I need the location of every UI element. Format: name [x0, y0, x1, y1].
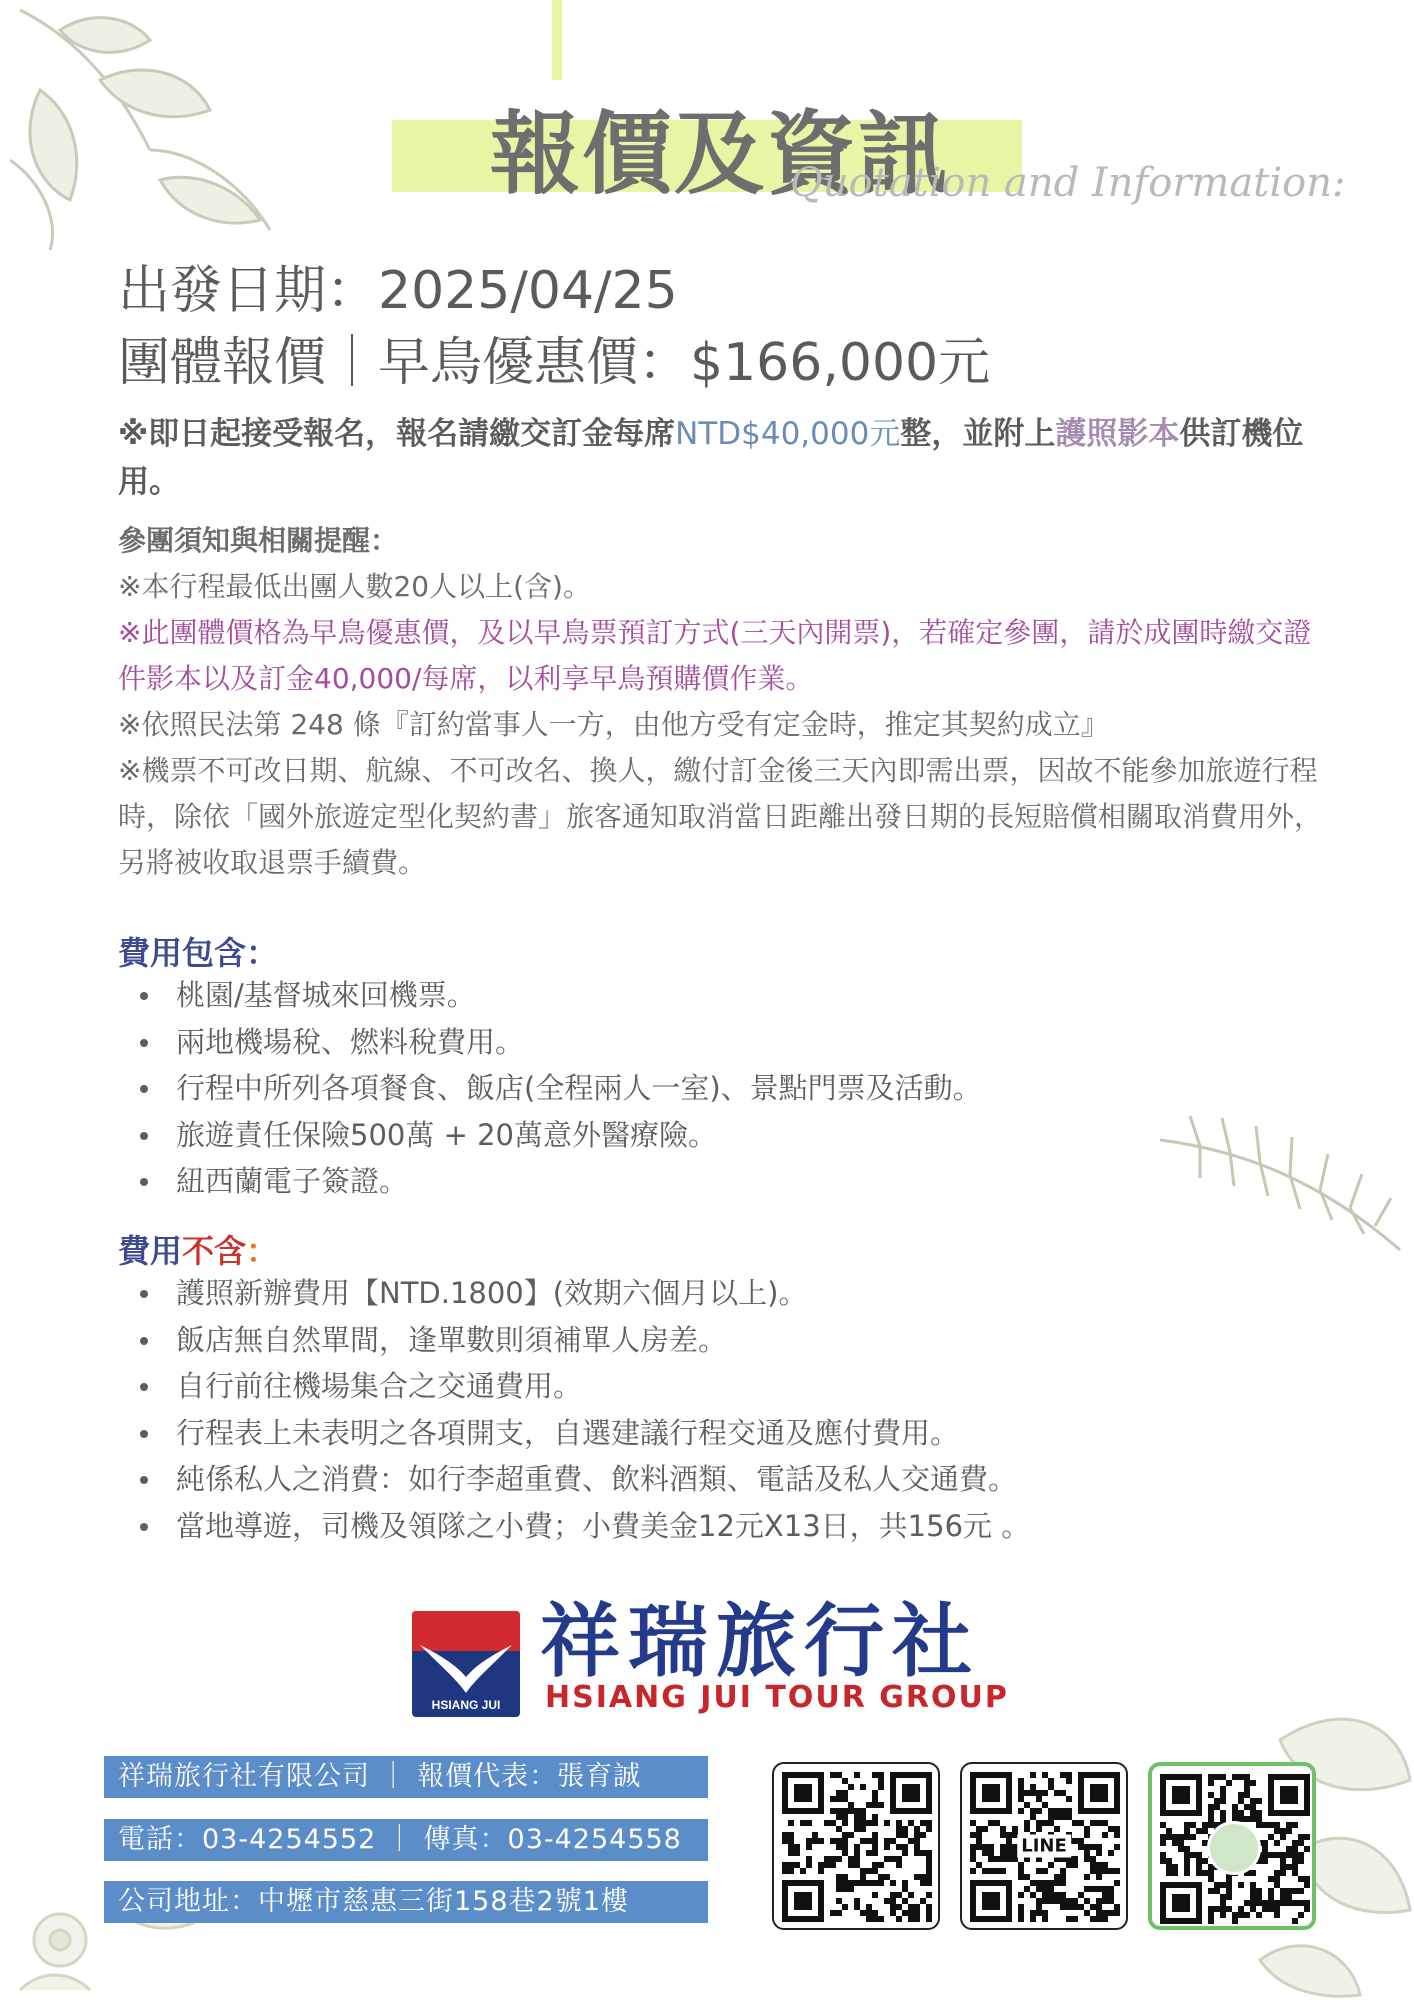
list-item: 桃園/基督城來回機票。: [140, 972, 1290, 1019]
list-item: 行程中所列各項餐食、飯店(全程兩人一室)、景點門票及活動。: [140, 1065, 1290, 1112]
included-list: [140, 972, 1290, 1205]
notice-part1: ※即日起接受報名，報名請繳交訂金每席: [118, 416, 676, 452]
registration-notice: [118, 410, 1328, 506]
company-logo-icon: [412, 1611, 520, 1717]
rule-item-highlight: ※此團體價格為早鳥優惠價，及以早鳥票預訂方式(三天內開票)，若確定參團，請於成團時繳交證件影本以及訂金40,000/每席，以利享早鳥預購價作業。: [118, 616, 1312, 695]
company-name-cn: 祥瑞旅行社: [540, 1595, 980, 1688]
list-item: 飯店無自然單間，逢單數則須補單人房差。: [140, 1317, 1290, 1364]
contact-company-rep: 祥瑞旅行社有限公司 ｜ 報價代表：張育誠: [104, 1756, 708, 1798]
list-item: 行程表上未表明之各項開支，自選建議行程交通及應付費用。: [140, 1410, 1290, 1457]
rule-item: ※機票不可改日期、航線、不可改名、換人，繳付訂金後三天內即需出票，因故不能參加旅遊行程時，除依「國外旅遊定型化契約書」旅客通知取消當日距離出發日期的長短賠償相關取消費用外，另將被收取退票手續費。: [118, 754, 1323, 879]
list-item: 純係私人之消費：如行李超重費、飲料酒類、電話及私人交通費。: [140, 1456, 1290, 1503]
leaf-decoration-top-left: [0, 0, 300, 260]
notice-deposit: NTD$40,000元: [675, 416, 901, 452]
qr-code-line[interactable]: [960, 1762, 1128, 1930]
avatar: [1207, 1821, 1261, 1875]
excluded-heading-colon: ：: [246, 1232, 279, 1270]
excluded-heading-text: 費用: [118, 1232, 183, 1270]
notice-part2: 整，並附上: [900, 416, 1056, 452]
contact-address: 公司地址：中壢市慈惠三街158巷2號1樓: [104, 1881, 708, 1923]
list-item: 護照新辦費用【NTD.1800】(效期六個月以上)。: [140, 1270, 1290, 1317]
rule-item: ※依照民法第 248 條『訂約當事人一方，由他方受有定金時，推定其契約成立』: [118, 708, 1109, 741]
rules-heading: 參團須知與相關提醒：: [118, 524, 399, 557]
rule-item: ※本行程最低出團人數20人以上(含)。: [118, 570, 591, 603]
qr-code-line-account[interactable]: [1148, 1762, 1316, 1930]
qr-pattern: [782, 1772, 932, 1922]
departure-date: 出發日期：2025/04/25: [118, 261, 678, 321]
qr-code-website[interactable]: [772, 1762, 940, 1930]
notice-passport: 護照影本: [1055, 416, 1180, 452]
contact-phone-fax: 電話：03-4254552 ｜ 傳真：03-4254558: [104, 1819, 708, 1861]
logo-emblem-text: HSIANG JUI: [431, 1698, 501, 1712]
notice-part3: 供訂機位用。: [118, 416, 1304, 500]
list-item: 旅遊責任保險500萬 + 20萬意外醫療險。: [140, 1112, 1290, 1159]
company-name-en: HSIANG JUI TOUR GROUP: [545, 1680, 1009, 1715]
list-item: 當地導遊，司機及領隊之小費；小費美金12元X13日，共156元 。: [140, 1503, 1290, 1550]
tour-rules: [118, 518, 1333, 886]
list-item: 紐西蘭電子簽證。: [140, 1158, 1290, 1205]
group-price: 團體報價｜早鳥優惠價：$166,000元: [118, 333, 991, 393]
title-accent-bar: [552, 0, 562, 80]
page-subtitle: Quotation and Information:: [790, 160, 1346, 206]
list-item: 兩地機場稅、燃料稅費用。: [140, 1019, 1290, 1066]
line-label: LINE: [1017, 1835, 1071, 1858]
excluded-heading: [118, 1226, 278, 1272]
list-item: 自行前往機場集合之交通費用。: [140, 1363, 1290, 1410]
included-heading-colon: ：: [246, 934, 279, 972]
page-title: 報價及資訊: [490, 102, 950, 207]
included-heading: [118, 928, 278, 974]
excluded-list: [140, 1270, 1290, 1549]
included-heading-text: 費用包含: [118, 934, 247, 972]
excluded-heading-not: 不含: [182, 1232, 247, 1270]
